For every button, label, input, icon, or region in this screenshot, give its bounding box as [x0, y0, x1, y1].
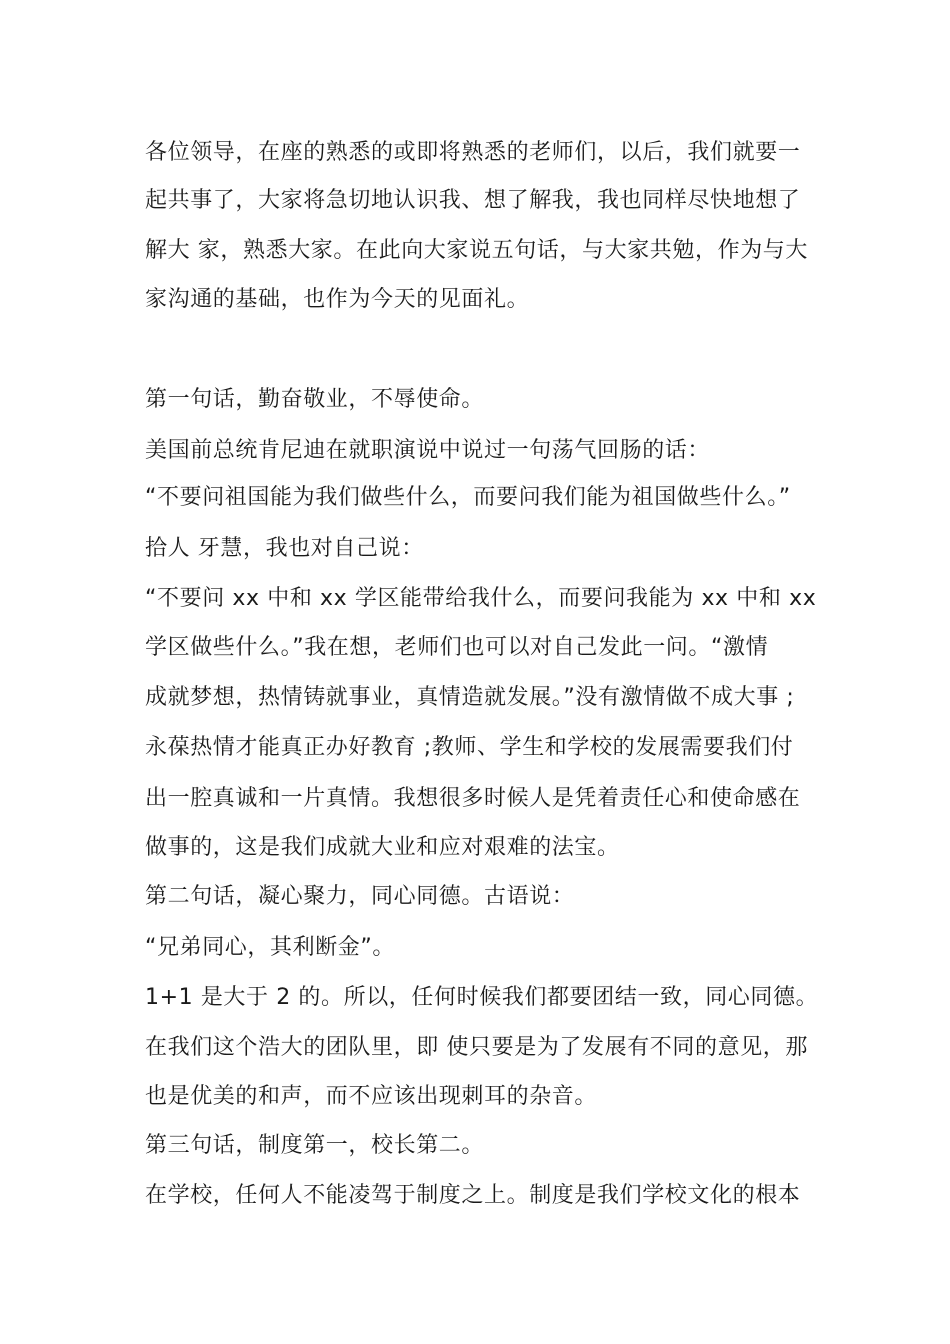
quote-line: “不要问祖国能为我们做些什么，而要问我们能为祖国做些什么。” — [145, 485, 791, 510]
paragraph-line: 美国前总统肯尼迪在就职演说中说过一句荡气回肠的话： — [145, 438, 711, 463]
section-heading-1: 第一句话，勤奋敬业，不辱使命。 — [145, 387, 485, 412]
paragraph-line: 成就梦想，热情铸就事业，真情造就发展。”没有激情做不成大事 ; — [145, 685, 795, 710]
paragraph-line: 家沟通的基础，也作为今天的见面礼。 — [145, 287, 530, 312]
section-heading-2: 第二句话，凝心聚力，同心同德。古语说： — [145, 884, 575, 909]
paragraph-line: 在我们这个浩大的团队里，即 使只要是为了发展有不同的意见，那 — [145, 1035, 808, 1060]
paragraph-line: 做事的，这是我们成就大业和应对艰难的法宝。 — [145, 835, 620, 860]
paragraph-line: 永葆热情才能真正办好教育 ;教师、学生和学校的发展需要我们付 — [145, 735, 794, 760]
paragraph-line: 解大 家，熟悉大家。在此向大家说五句话，与大家共勉，作为与大 — [145, 238, 808, 263]
quote-line: “兄弟同心，其利断金”。 — [145, 935, 395, 960]
quote-line: “不要问 xx 中和 xx 学区能带给我什么，而要问我能为 xx 中和 xx — [145, 586, 817, 611]
paragraph-line: 学区做些什么。”我在想，老师们也可以对自己发此一问。“激情 — [145, 635, 769, 660]
paragraph-line: 起共事了，大家将急切地认识我、想了解我，我也同样尽快地想了 — [145, 188, 801, 213]
paragraph-line: 各位领导，在座的熟悉的或即将熟悉的老师们，以后，我们就要一 — [145, 140, 801, 165]
paragraph-line: 1+1 是大于 2 的。所以，任何时候我们都要团结一致，同心同德。 — [145, 985, 819, 1010]
paragraph-line: 在学校，任何人不能凌驾于制度之上。制度是我们学校文化的根本 — [145, 1183, 801, 1208]
paragraph-line: 出一腔真诚和一片真情。我想很多时候人是凭着责任心和使命感在 — [145, 786, 801, 811]
paragraph-line: 拾人 牙慧，我也对自己说： — [145, 536, 424, 561]
section-heading-3: 第三句话，制度第一，校长第二。 — [145, 1133, 485, 1158]
paragraph-line: 也是优美的和声，而不应该出现刺耳的杂音。 — [145, 1084, 598, 1109]
